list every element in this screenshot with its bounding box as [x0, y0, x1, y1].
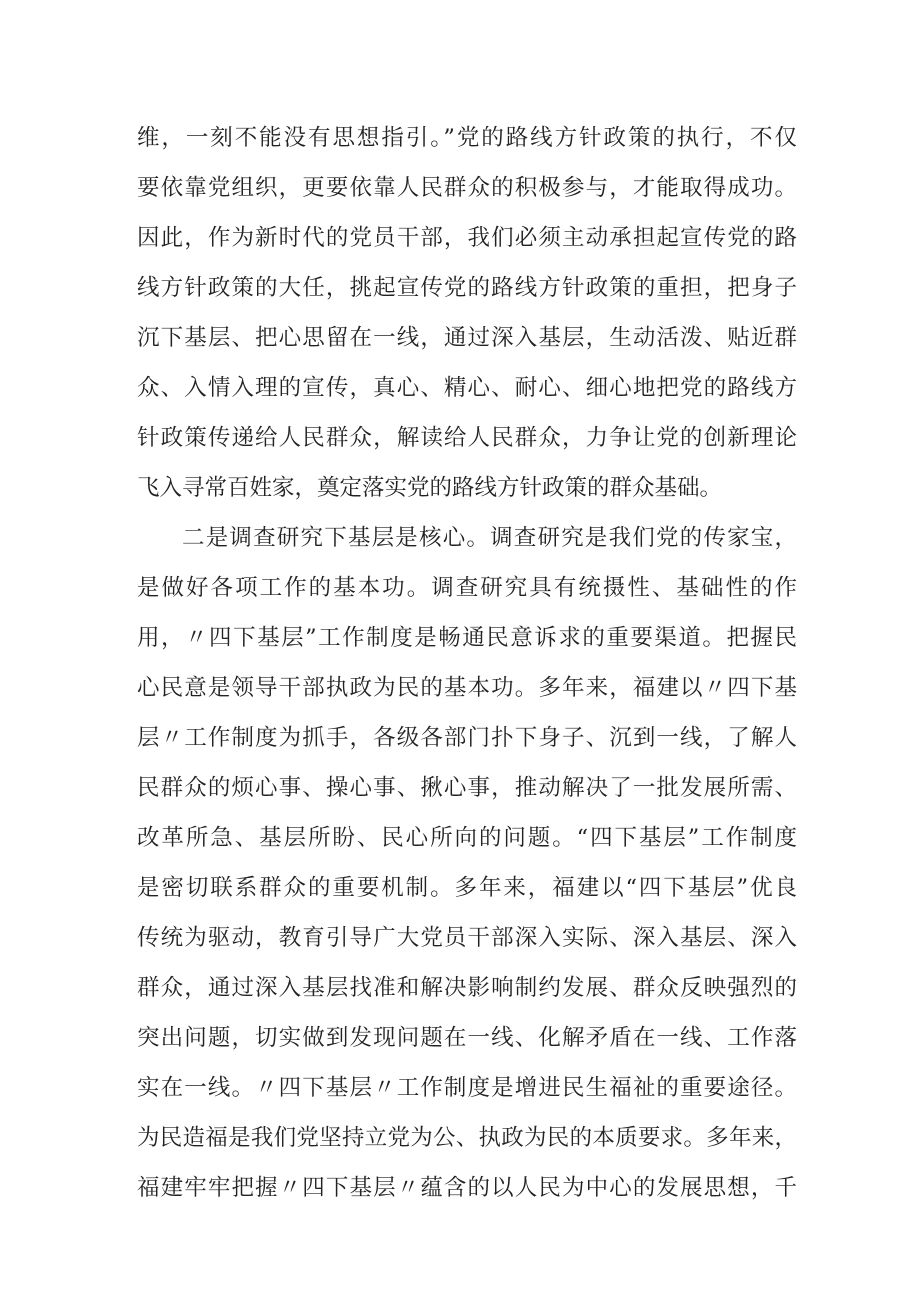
text-line: 层〃工作制度为抓手，各级各部门扑下身子、沉到一线，了解人 [137, 725, 797, 751]
text-line: 突出问题，切实做到发现问题在一线、化解矛盾在一线、工作落 [137, 1025, 797, 1051]
text-line: 沉下基层、把心思留在一线，通过深入基层，生动活泼、贴近群 [137, 325, 797, 351]
text-line: 实在一线。〃四下基层〃工作制度是增进民生福祉的重要途径。 [137, 1075, 797, 1101]
text-line: 线方针政策的大任，挑起宣传党的路线方针政策的重担，把身子 [137, 275, 797, 301]
text-line-paragraph-end: 飞入寻常百姓家，奠定落实党的路线方针政策的群众基础。 [137, 475, 723, 501]
text-line: 为民造福是我们党坚持立党为公、执政为民的本质要求。多年来， [137, 1125, 797, 1151]
text-line: 群众，通过深入基层找准和解决影响制约发展、群众反映强烈的 [137, 975, 797, 1001]
text-line: 维，一刻不能没有思想指引。”党的路线方针政策的执行，不仅 [137, 125, 797, 151]
paragraph-first-line: 二是调查研究下基层是核心。调查研究是我们党的传家宝， [182, 525, 797, 551]
text-line: 针政策传递给人民群众，解读给人民群众，力争让党的创新理论 [137, 425, 797, 451]
text-line: 心民意是领导干部执政为民的基本功。多年来，福建以〃四下基 [137, 675, 797, 701]
text-line: 因此，作为新时代的党员干部，我们必须主动承担起宣传党的路 [137, 225, 797, 251]
text-line: 众、入情入理的宣传，真心、精心、耐心、细心地把党的路线方 [137, 375, 797, 401]
text-line: 用，〃四下基层”工作制度是畅通民意诉求的重要渠道。把握民 [137, 625, 797, 651]
text-line: 民群众的烦心事、操心事、揪心事，推动解决了一批发展所需、 [137, 775, 797, 801]
text-line: 要依靠党组织，更要依靠人民群众的积极参与，才能取得成功。 [137, 175, 797, 201]
text-line: 是做好各项工作的基本功。调查研究具有统摄性、基础性的作 [137, 575, 797, 601]
text-line: 改革所急、基层所盼、民心所向的问题。“四下基层”工作制度 [137, 825, 797, 851]
text-line: 是密切联系群众的重要机制。多年来，福建以“四下基层”优良 [137, 875, 797, 901]
text-line: 传统为驱动，教育引导广大党员干部深入实际、深入基层、深入 [137, 925, 797, 951]
text-line: 福建牢牢把握〃四下基层〃蕴含的以人民为中心的发展思想，千 [137, 1175, 797, 1201]
